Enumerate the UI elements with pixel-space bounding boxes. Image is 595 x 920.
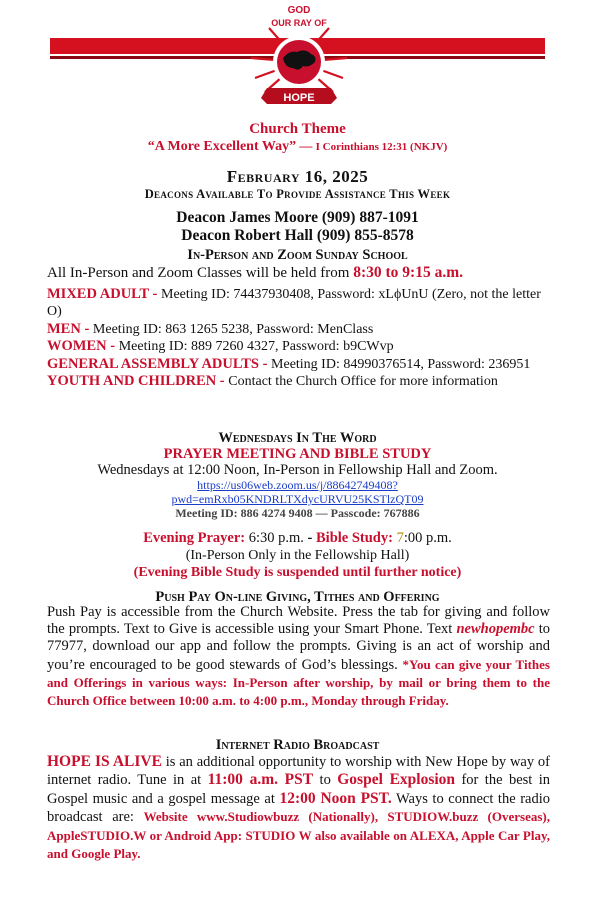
giving-notice: *You can give your Tithes and Offerings in various ways: In-Person after worship, by mail or bring them to the Church Office between 10:00 a.m. to 4:00 p.m., Monday through Friday. — [47, 656, 550, 709]
bible-study-time-b: :00 p.m. — [403, 530, 452, 546]
deacon-1: Deacon James Moore (909) 887-1091 — [176, 209, 419, 226]
evening-prayer-line — [0, 530, 595, 547]
text-to-give-code: newhopembc — [456, 621, 535, 638]
class-info: Meeting ID: 863 1265 5238, Password: MenClass — [92, 321, 374, 337]
service-date: February 16, 2025 — [226, 167, 369, 186]
radio-body — [47, 753, 550, 863]
sunday-school-intro-text: All In-Person and Zoom Classes will be held from — [47, 265, 354, 281]
in-person-note: (In-Person Only in the Fellowship Hall) — [185, 548, 410, 563]
radio-text-c: for the best in Gospel music and a gospel message at — [47, 772, 551, 807]
radio-ways: Website www.Studiowbuzz (Nationally), STUDIOW.buzz (Overseas), AppleSTUDIO.W or Android App: STUDIO W also available on ALEXA, Apple Car Play, and Google Play. — [47, 809, 550, 862]
radio-text-b: to — [313, 772, 338, 789]
class-info: Meeting ID: 84990376514, Password: 236951 — [271, 356, 531, 372]
radio-text-a: is an additional opportunity to worship with New Hope by way of internet radio. Tune in at — [47, 754, 550, 789]
class-label: MIXED ADULT - — [47, 286, 162, 302]
class-info: Meeting ID: 889 7260 4327, Password: b9CWvp — [118, 339, 394, 355]
theme-line — [0, 138, 595, 155]
push-pay-heading: Push Pay On-line Giving, Tithes and Offering — [155, 589, 440, 605]
deacons-heading: Deacons Available To Provide Assistance This Week — [144, 187, 451, 201]
push-pay-body — [47, 604, 550, 710]
class-label: WOMEN - — [47, 338, 119, 355]
zoom-link-line-1[interactable]: https://us06web.zoom.us/j/88642749408? — [197, 478, 398, 492]
bible-study-label: Bible Study: — [316, 530, 393, 546]
sunday-school-intro — [47, 264, 557, 282]
wednesday-details: Wednesdays at 12:00 Noon, In-Person in Fellowship Hall and Zoom. — [97, 462, 498, 478]
schedule-separator: - — [303, 530, 316, 546]
zoom-link-line-2[interactable]: pwd=emRxb05KNDRLTXdycURVU25KSTlzQT09 — [171, 492, 424, 506]
logo-arc-text: OUR RAY OF — [271, 18, 327, 28]
theme-quote: “A More Excellent Way” — [147, 139, 297, 154]
prayer-meeting-heading: PRAYER MEETING AND BIBLE STUDY — [163, 446, 432, 462]
class-label: GENERAL ASSEMBLY ADULTS - — [47, 355, 272, 372]
sunday-school-classes — [47, 286, 557, 390]
class-label: MEN - — [47, 320, 93, 337]
theme-dash: — — [296, 138, 316, 153]
radio-time-1: 11:00 a.m. PST — [207, 771, 314, 789]
class-mixed-adult — [47, 286, 557, 321]
evening-prayer-label: Evening Prayer: — [143, 530, 246, 546]
wednesday-heading: Wednesdays In The Word — [218, 430, 377, 446]
push-pay-text-a: Push Pay is accessible from the Church Website. Press the tab for giving and follow the prompts. Text to Give is accessible using your Smart Phone. Text — [47, 604, 550, 638]
suspended-note: (Evening Bible Study is suspended until further notice) — [133, 565, 462, 580]
sunday-school-time: 8:30 to 9:15 a.m. — [353, 264, 463, 281]
radio-text-d: Ways to connect the radio broadcast are: — [47, 790, 550, 826]
theme-reference: I Corinthians 12:31 (NKJV) — [315, 141, 448, 153]
radio-show-name: Gospel Explosion — [337, 771, 456, 789]
class-men — [47, 321, 557, 338]
class-youth-children — [47, 373, 557, 390]
wednesday-meeting-id: Meeting ID: 886 4274 9408 — Passcode: 767886 — [175, 506, 420, 520]
church-logo — [237, 0, 361, 118]
hope-is-alive: HOPE IS ALIVE — [47, 753, 162, 770]
class-women — [47, 338, 557, 355]
logo-hope-text: HOPE — [283, 92, 315, 104]
class-label: YOUTH AND CHILDREN - — [47, 373, 229, 390]
sunday-school-heading: In-Person and Zoom Sunday School — [187, 247, 408, 263]
theme-heading: Church Theme — [249, 121, 346, 137]
bible-study-time-hour: 7 — [396, 530, 404, 546]
radio-time-2: 12:00 Noon PST. — [279, 789, 392, 807]
class-general-assembly — [47, 356, 557, 373]
logo-god-text: GOD — [287, 5, 311, 16]
radio-heading: Internet Radio Broadcast — [215, 737, 380, 753]
deacon-2: Deacon Robert Hall (909) 855-8578 — [181, 227, 414, 244]
class-info: Meeting ID: 74437930408, Password: xLϕUnU (Zero, not the letter O) — [47, 287, 541, 320]
evening-prayer-time: 6:30 p.m. — [245, 530, 304, 546]
class-info: Contact the Church Office for more information — [228, 374, 498, 390]
push-pay-text-b: to 77977, download our app and follow the prompts. Giving is an act of worship and you’re encouraged to be good stewards of God’s blessings. — [47, 621, 551, 673]
